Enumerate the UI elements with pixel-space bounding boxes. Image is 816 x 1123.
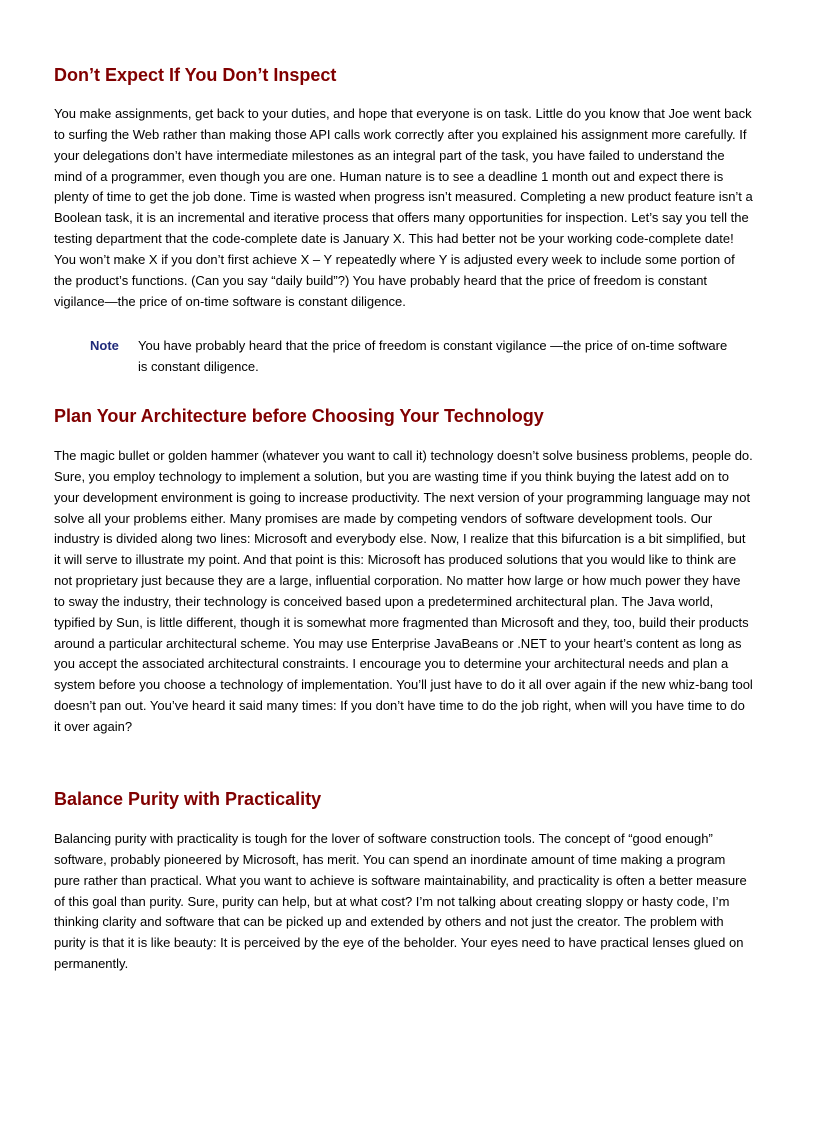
note-text: You have probably heard that the price of freedom is constant vigilance —the price of on-time software is constant diligence. <box>138 338 728 374</box>
note-callout <box>90 336 730 378</box>
section-paragraph-purity: Balancing purity with practicality is tough for the lover of software construction tools. The concept of “good enough” software, probably pioneered by Microsoft, has merit. You can spend an inordinate amount of time making a program pure rather than practical. What you want to achieve is software maintainability, and practicality is often a better measure of this goal than purity. Sure, purity can help, but at what cost? I’m not talking about creating sloppy or hasty code, I’m thinking clarity and software that can be picked up and extended by others and not just the creator. The problem with purity is that it is like beauty: It is perceived by the eye of the beholder. Your eyes need to have practical lenses glued on permanently. <box>54 831 747 972</box>
section-heading-architecture: Plan Your Architecture before Choosing Your Technology <box>54 406 544 426</box>
section-paragraph-inspect: You make assignments, get back to your duties, and hope that everyone is on task. Little do you know that Joe went back to surfing the Web rather than making those API calls work correctly after you explained his assignment more carefully. If your delegations don’t have intermediate milestones as an integral part of the task, you have failed to understand the mind of a programmer, even though you are one. Human nature is to see a deadline 1 month out and expect there is plenty of time to get the job done. Time is wasted when progress isn’t measured. Completing a new product feature isn’t a Boolean task, it is an incremental and iterative process that offers many opportunities for inspection. Let’s say you tell the testing department that the code-complete date is January X. This had better not be your working code-complete date! You won’t make X if you don’t first achieve X – Y repeatedly where Y is adjusted every week to include some portion of the product’s functions. (Can you say “daily build”?) You have probably heard that the price of freedom is constant vigilance—the price of on-time software is constant diligence. <box>54 106 753 309</box>
section-heading-purity: Balance Purity with Practicality <box>54 789 322 809</box>
section-heading-inspect: Don’t Expect If You Don’t Inspect <box>54 65 337 85</box>
section-paragraph-architecture: The magic bullet or golden hammer (whatever you want to call it) technology doesn’t solve business problems, people do. Sure, you employ technology to implement a solution, but you are wasting time if you think buying the latest add on to your development environment is going to increase productivity. The next version of your programming language may not solve all your problems either. Many promises are made by competing vendors of software development tools. Our industry is divided along two lines: Microsoft and everybody else. Now, I realize that this bifurcation is a bit simplified, but it will serve to illustrate my point. And that point is this: Microsoft has produced solutions that you would like to think are not proprietary just because they are a large, influential corporation. No matter how large or how much power they have to sway the industry, their technology is conceived based upon a predetermined architectural plan. The Java world, typified by Sun, is little different, though it is somewhat more fragmented than Microsoft and they, too, build their products around a particular architectural scheme. You may use Enterprise JavaBeans or .NET to your heart’s content as long as you accept the associated architectural constraints. I encourage you to determine your architectural needs and plan a system before you choose a technology of implementation. You’ll just have to do it all over again if the new whiz-bang tool doesn’t pan out. You’ve heard it said many times: If you don’t have time to do the job right, when will you have time to do it over again? <box>54 448 753 734</box>
note-label: Note <box>90 338 119 353</box>
